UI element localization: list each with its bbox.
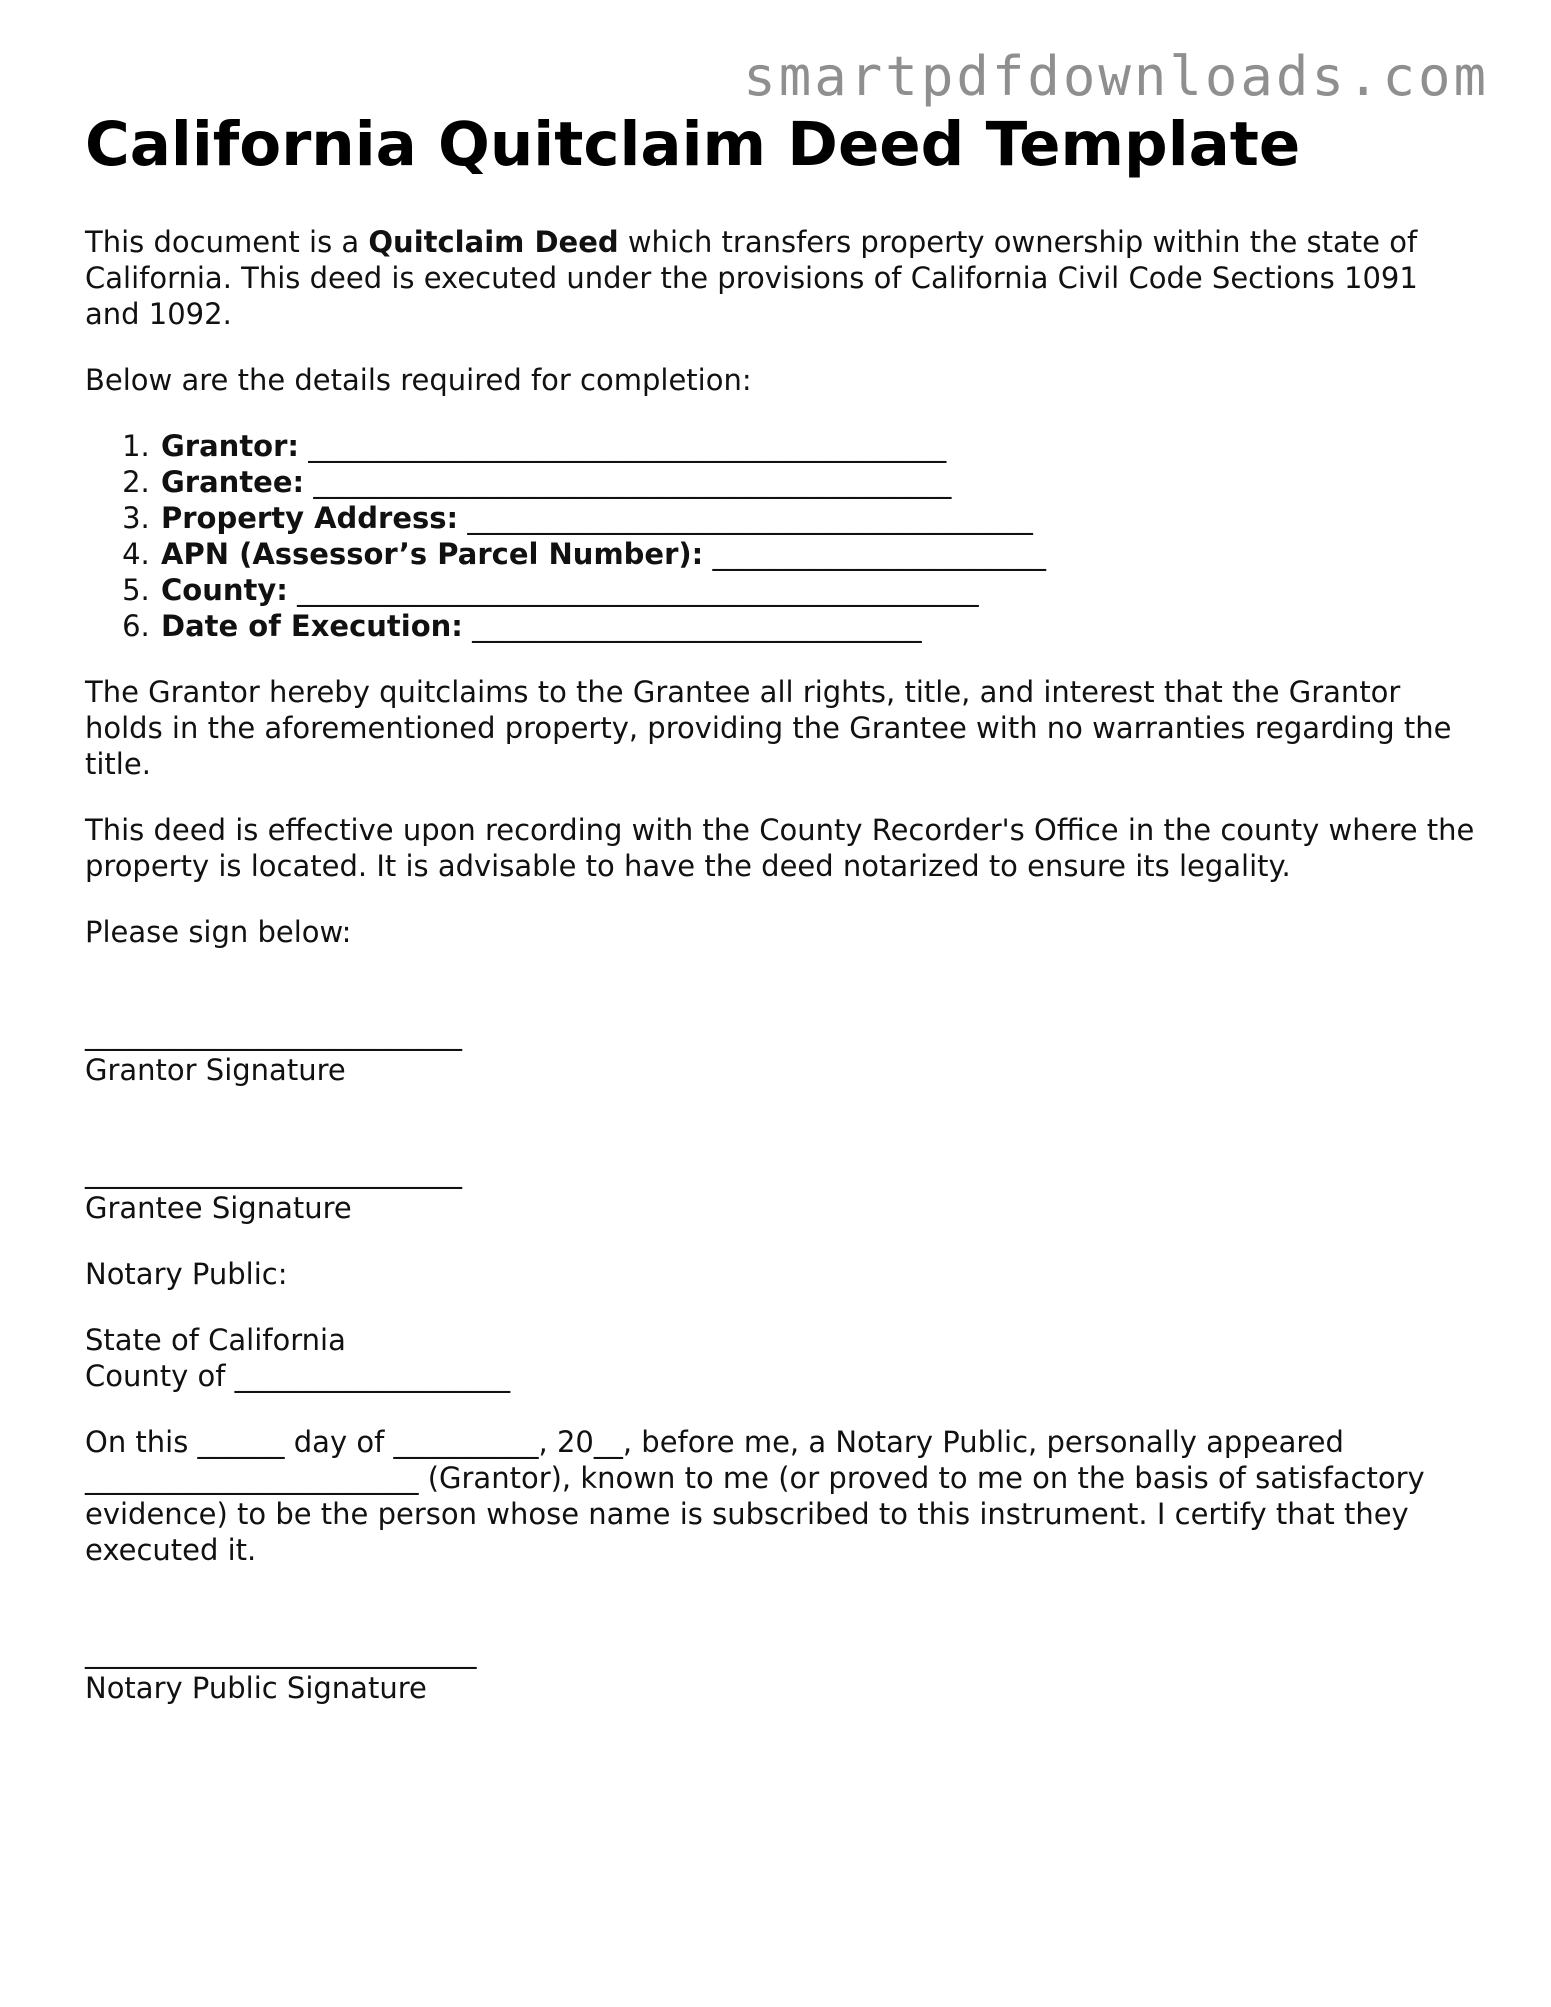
notary-heading: Notary Public: (85, 1257, 288, 1291)
detail-label: Grantor: (161, 429, 300, 463)
sign-prompt: Please sign below: (85, 915, 352, 949)
grantor-signature-label: Grantor Signature (85, 1053, 346, 1087)
document-page (85, 108, 1475, 1706)
detail-blank: ____________________________________________ (308, 429, 947, 463)
notary-venue (85, 1322, 1475, 1394)
detail-blank: _______________________________________ (467, 501, 1033, 535)
grantor-signature-block (85, 1016, 1475, 1088)
intro-prefix: This document is a (85, 225, 369, 259)
document-title: California Quitclaim Deed Template (85, 109, 1301, 180)
intro-suffix: which transfers property ownership within the state of California. This deed is executed under the provisions of California Civil Code Sections 1091 and 1092. (85, 225, 1418, 331)
notary-county: County of ___________________ (85, 1359, 511, 1393)
detail-item-date-of-execution (159, 608, 1475, 644)
detail-blank: _______________________________________________ (297, 573, 979, 607)
detail-label: Date of Execution: (161, 609, 463, 643)
detail-item-county (159, 572, 1475, 608)
notary-signature-block (85, 1634, 1475, 1706)
detail-item-property-address (159, 500, 1475, 536)
watermark-text: smartpdfdownloads.com (743, 45, 1489, 108)
effective-paragraph: This deed is effective upon recording with the County Recorder's Office in the county where the property is located. It is advisable to have the deed notarized to ensure its legality. (85, 813, 1475, 883)
grantee-signature-block (85, 1154, 1475, 1226)
intro-paragraph (85, 224, 1475, 332)
quitclaim-paragraph: The Grantor hereby quitclaims to the Grantee all rights, title, and interest that the Grantor holds in the aforementioned property, providing the Grantee with no warranties regarding the title. (85, 675, 1452, 781)
details-intro: Below are the details required for completion: (85, 363, 752, 397)
detail-blank: _______________________ (712, 537, 1046, 571)
grantor-signature-line: __________________________ (85, 1017, 462, 1051)
detail-label: Property Address: (161, 501, 459, 535)
notary-signature-label: Notary Public Signature (85, 1671, 427, 1705)
detail-blank: ____________________________________________ (313, 465, 952, 499)
details-list (85, 428, 1475, 644)
detail-label: APN (Assessor’s Parcel Number): (161, 537, 704, 571)
detail-item-grantor (159, 428, 1475, 464)
detail-item-grantee (159, 464, 1475, 500)
detail-label: County: (161, 573, 288, 607)
grantee-signature-label: Grantee Signature (85, 1191, 352, 1225)
notary-statement: On this ______ day of __________, 20__, before me, a Notary Public, personally appeared _______________________ (Grantor), known to me (or proved to me on the basis of satisfactory evidence) to be the person whose name is subscribed to this instrument. I certify that they executed it. (85, 1425, 1425, 1567)
detail-label: Grantee: (161, 465, 305, 499)
detail-blank: _______________________________ (472, 609, 922, 643)
notary-state: State of California (85, 1323, 346, 1357)
detail-item-apn (159, 536, 1475, 572)
grantee-signature-line: __________________________ (85, 1155, 462, 1189)
notary-signature-line: ___________________________ (85, 1635, 477, 1669)
intro-bold-term: Quitclaim Deed (368, 225, 619, 259)
